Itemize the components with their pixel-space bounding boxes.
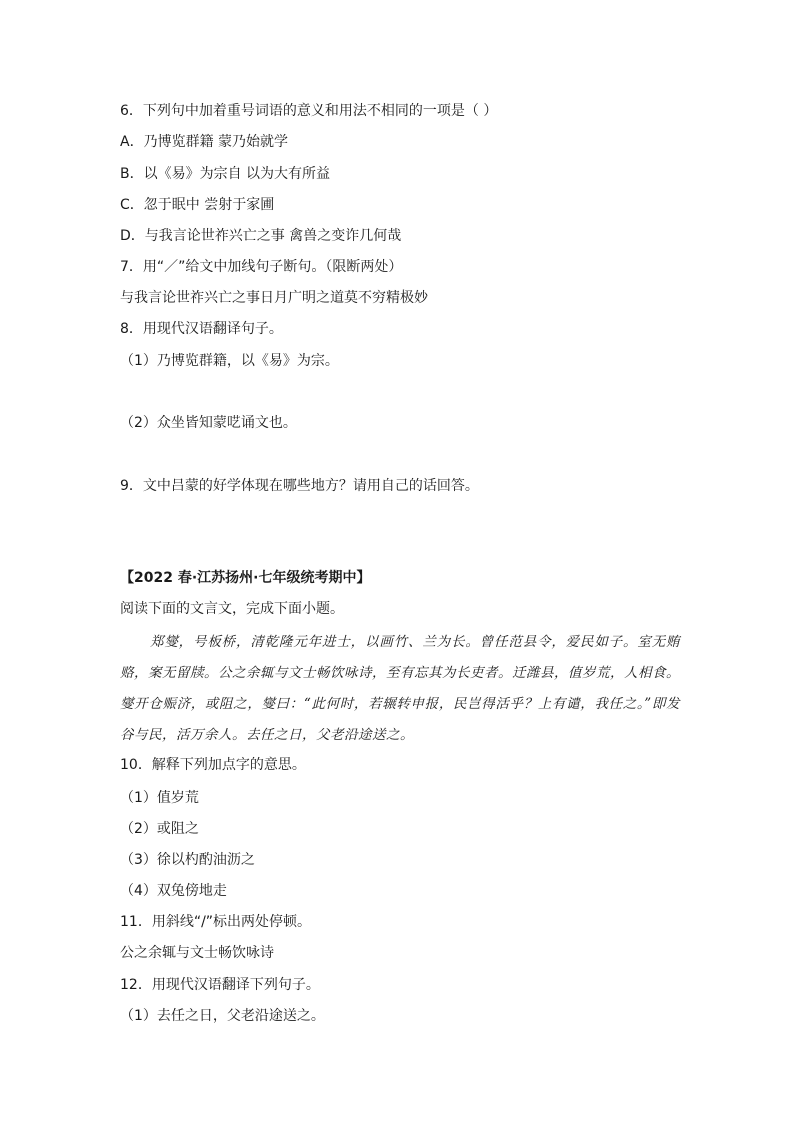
- question-6-option-d: D．与我言论世祚兴亡之事 禽兽之变诈几何哉: [120, 228, 402, 244]
- question-10-item-1: （1）值岁荒: [120, 790, 199, 806]
- reading-instruction: 阅读下面的文言文，完成下面小题。: [120, 601, 344, 617]
- question-12-item-1: （1）去任之日，父老沿途送之。: [120, 1008, 325, 1024]
- question-8: 8．用现代汉语翻译句子。: [120, 321, 283, 337]
- question-6: 6．下列句中加着重号词语的意义和用法不相同的一项是（ ）: [120, 103, 498, 119]
- question-10-item-4: （4）双兔傍地走: [120, 883, 227, 899]
- question-8-item-1: （1）乃博览群籍，以《易》为宗。: [120, 353, 339, 369]
- classical-passage: [120, 627, 680, 751]
- question-10-item-3: （3）徐以杓酌油沥之: [120, 852, 255, 868]
- question-11-sentence: 公之余辄与文士畅饮咏诗: [120, 945, 274, 961]
- question-6-option-b: B．以《易》为宗自 以为大有所益: [120, 166, 331, 182]
- question-10: 10．解释下列加点字的意思。: [120, 757, 306, 773]
- question-11: 11．用斜线“/”标出两处停顿。: [120, 914, 312, 930]
- question-9: 9．文中吕蒙的好学体现在哪些地方？请用自己的话回答。: [120, 478, 479, 494]
- passage-text: 郑燮，号板桥，清乾隆元年进士，以画竹、兰为长。曾任范县令，爱民如子。室无贿赂，案无留牍。公之余辄与文士畅饮咏诗，至有忘其为长吏者。迁潍县，值岁荒，人相食。燮开仓赈济，或阻之，燮曰：“此何时，若辗转申报，民岂得活乎？上有谴，我任之。”即发谷与民，活万余人。去任之日，父老沿途送之。: [120, 634, 680, 743]
- question-7-sentence: 与我言论世祚兴亡之事日月广明之道莫不穷精极妙: [120, 290, 428, 306]
- question-6-option-c: C．忽于眠中 尝射于家圃: [120, 197, 275, 213]
- section-heading: 【2022 春·江苏扬州·七年级统考期中】: [120, 570, 371, 586]
- question-6-option-a: A．乃博览群籍 蒙乃始就学: [120, 134, 289, 150]
- question-10-item-2: （2）或阻之: [120, 821, 199, 837]
- question-12: 12．用现代汉语翻译下列句子。: [120, 977, 320, 993]
- question-8-item-2: （2）众坐皆知蒙呓诵文也。: [120, 415, 297, 431]
- question-7: 7．用“／”给文中加线句子断句。（限断两处）: [120, 259, 403, 275]
